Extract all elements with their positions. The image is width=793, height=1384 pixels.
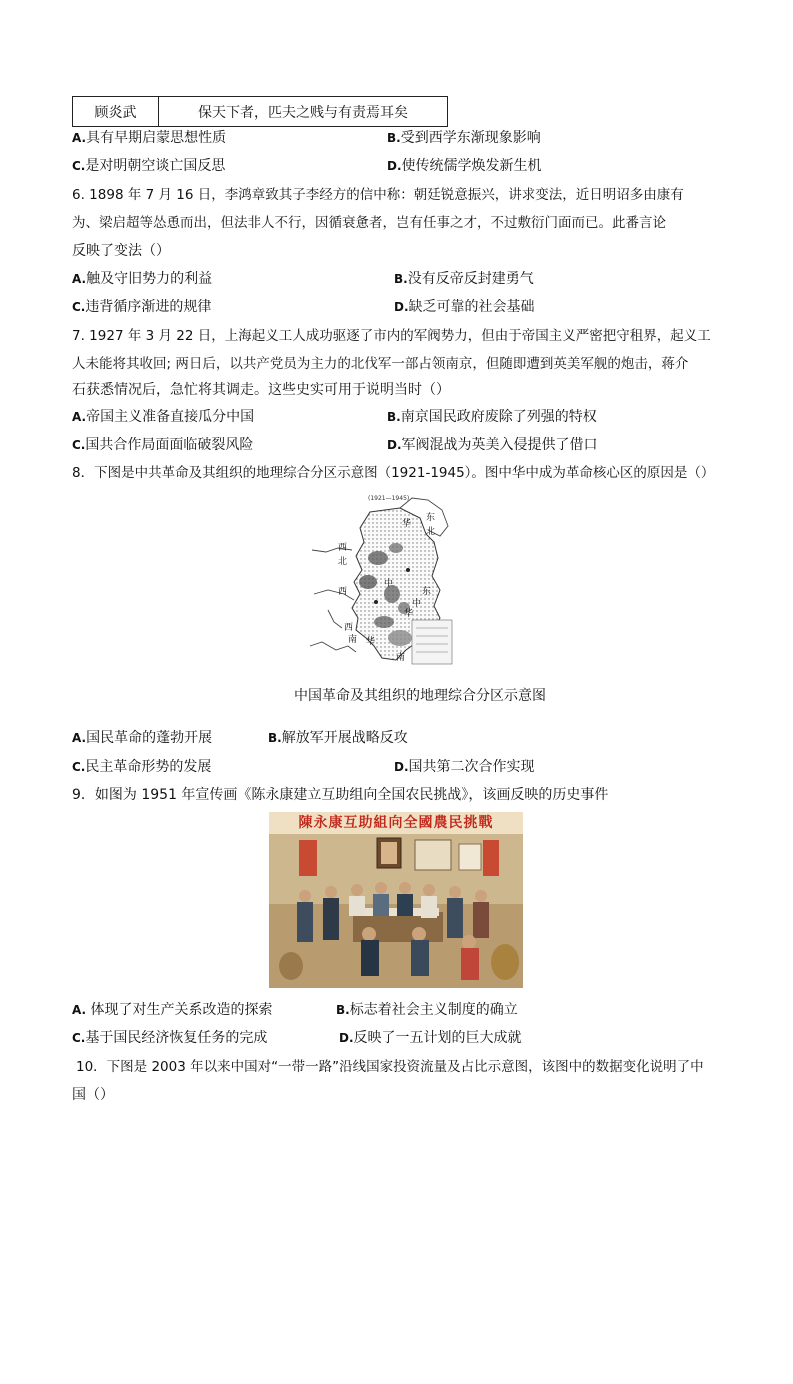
- map-caption: 中国革命及其组织的地理综合分区示意图: [294, 688, 546, 704]
- poster-basket: [279, 952, 303, 980]
- map-dot-1: [406, 568, 410, 572]
- map-blob-2: [389, 543, 403, 553]
- q6-stem-line-1: 6. 1898 年 7 月 16 日，李鸿章致其子李经方的信中称：朝廷锐意振兴，讲求变法，近日明诏多由康有: [72, 187, 684, 203]
- map-blob-3: [359, 575, 377, 589]
- map-label-4: 西: [338, 543, 348, 553]
- q10-stem-line-1: 10．下图是 2003 年以来中国对“一带一路”沿线国家投资流量及占比示意图，该图中的数据变化说明了中: [76, 1059, 704, 1075]
- map-label-7: 东: [422, 587, 432, 597]
- poster-grain-sack: [491, 944, 519, 980]
- map-blob-7: [388, 630, 412, 646]
- q5-quote-cell: 保天下者，匹夫之贱与有责焉耳矣: [159, 97, 448, 127]
- map-label-13: 南: [396, 653, 406, 663]
- q6-option-b: B.没有反帝反封建勇气: [394, 271, 534, 287]
- propaganda-poster: [269, 812, 523, 988]
- map-label-9: 南: [348, 635, 358, 645]
- q6-option-a: A.触及守旧势力的利益: [72, 271, 213, 287]
- map-blob-6: [374, 616, 394, 628]
- map-label-6: 西: [338, 587, 348, 597]
- q8-option-a: A.国民革命的蓬勃开展: [72, 730, 213, 746]
- q9-option-c: C.基于国民经济恢复任务的完成: [72, 1030, 268, 1046]
- q7-option-d: D.军阀混战为英美入侵提供了借口: [387, 437, 598, 453]
- map-label-14: 中: [412, 599, 422, 609]
- map-label-12: 中: [384, 579, 394, 589]
- q6-stem-line-3: 反映了变法（）: [72, 243, 170, 259]
- q5-option-c: C.是对明朝空谈亡国反思: [72, 158, 226, 174]
- map-heading: (1921—1945): [368, 495, 410, 502]
- poster-banner-left: [299, 840, 317, 876]
- q6-stem-line-2: 为、梁启超等怂恿而出，但法非人不行，因循衰惫者，岂有任事之才，不过敷衍门面而已。此番言论: [72, 215, 666, 231]
- map-label-2: 北: [426, 527, 436, 537]
- q6-option-d: D.缺乏可靠的社会基础: [394, 299, 535, 315]
- q8-option-d: D.国共第二次合作实现: [394, 759, 535, 775]
- q5-quote-table: [72, 96, 448, 127]
- poster-notice: [459, 844, 481, 870]
- q8-option-c: C.民主革命形势的发展: [72, 759, 212, 775]
- map-label-10: 华: [366, 637, 376, 647]
- q10-stem-line-2: 国（）: [72, 1087, 114, 1103]
- q7-stem-line-2: 人未能将其收回; 两日后，以共产党员为主力的北伐军一部占领南京，但随即遭到英美军舰的炮击，蒋介: [72, 356, 689, 372]
- q5-option-b: B.受到西学东渐现象影响: [387, 130, 541, 146]
- q9-option-a: A. 体现了对生产关系改造的探索: [72, 1002, 273, 1018]
- poster-banner-right: [483, 840, 499, 876]
- map-legend: [412, 620, 452, 664]
- q7-option-c: C.国共合作局面面临破裂风险: [72, 437, 254, 453]
- q9-option-d: D.反映了一五计划的巨大成就: [339, 1030, 522, 1046]
- q9-option-b: B.标志着社会主义制度的确立: [336, 1002, 518, 1018]
- q7-option-a: A.帝国主义准备直接瓜分中国: [72, 409, 255, 425]
- q5-author-cell: 顾炎武: [73, 97, 159, 127]
- q7-stem-line-3: 石获悉情况后，急忙将其调走。这些史实可用于说明当时（）: [72, 382, 450, 398]
- map-dot-2: [374, 600, 378, 604]
- q7-option-b: B.南京国民政府废除了列强的特权: [387, 409, 597, 425]
- poster-scene: [269, 834, 523, 988]
- map-label-8: 西: [344, 623, 354, 633]
- q5-option-a: A.具有早期启蒙思想性质: [72, 130, 227, 146]
- revolution-region-map: [308, 490, 456, 670]
- q5-option-d: D.使传统儒学焕发新生机: [387, 158, 542, 174]
- poster-portrait-inner: [381, 842, 397, 864]
- q9-stem: 9．如图为 1951 年宣传画《陈永康建立互助组向全国农民挑战》，该画反映的历史事件: [72, 787, 609, 803]
- map-svg: [308, 490, 456, 670]
- q7-stem-line-1: 7. 1927 年 3 月 22 日，上海起义工人成功驱逐了市内的军阀势力，但由于帝国主义严密把守租界，起义工: [72, 328, 711, 344]
- q8-option-b: B.解放军开展战略反攻: [268, 730, 408, 746]
- map-label-11: 华: [404, 609, 414, 619]
- q8-stem: 8．下图是中共革命及其组织的地理综合分区示意图（1921-1945）。图中华中成为革命核心区的原因是（）: [72, 465, 715, 481]
- map-label-5: 北: [338, 557, 348, 567]
- map-blob-1: [368, 551, 388, 565]
- q6-option-c: C.违背循序渐进的规律: [72, 299, 212, 315]
- poster-window: [415, 840, 451, 870]
- map-label-3: 华: [402, 519, 412, 529]
- poster-title: 陳永康互助組向全國農民挑戰: [269, 812, 523, 834]
- map-label-1: 东: [426, 513, 436, 523]
